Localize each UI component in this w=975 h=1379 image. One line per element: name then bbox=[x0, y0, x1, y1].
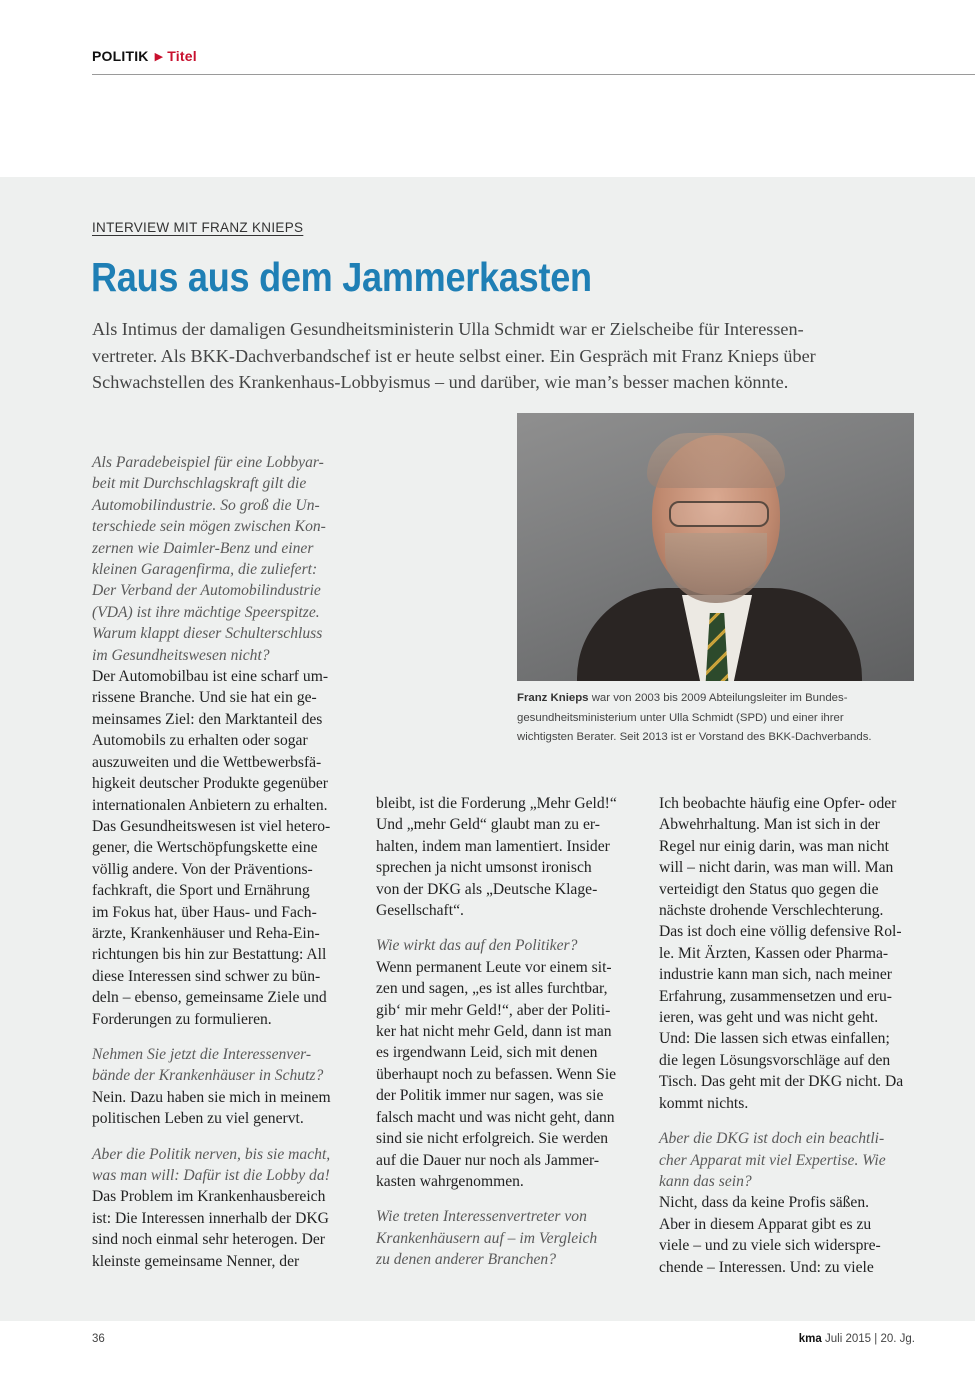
answer-line: Das Problem im Krankenhausbereich bbox=[92, 1188, 326, 1206]
question-line: zernen wie Daimler-Benz und einer bbox=[92, 539, 314, 557]
question-line: Krankenhäusern auf – im Vergleich bbox=[376, 1229, 598, 1247]
answer-line: meinsames Ziel: den Marktanteil des bbox=[92, 710, 323, 728]
question-line: (VDA) ist ihre mächtige Speerspitze. bbox=[92, 603, 320, 621]
section-arrow-icon: ▶ bbox=[154, 51, 164, 63]
question-line: beit mit Durchschlagskraft gilt die bbox=[92, 475, 307, 493]
question-line: Der Verband der Automobilindustrie bbox=[92, 582, 321, 600]
caption-line: gesundheitsministerium unter Ulla Schmidt (SPD) und einer ihrer bbox=[517, 711, 844, 724]
question-line: Aber die DKG ist doch ein beachtli- bbox=[659, 1130, 885, 1148]
caption-name: Franz Knieps bbox=[517, 692, 589, 704]
article-lead bbox=[92, 316, 892, 396]
text-column-3 bbox=[659, 793, 915, 1278]
question-line: Warum klappt dieser Schulterschluss bbox=[92, 625, 323, 643]
answer-line: Forderungen zu formulieren. bbox=[92, 1010, 272, 1028]
lead-line: vertreter. Als BKK-Dachverbandschef ist er heute selbst einer. Ein Gespräch mit Franz Knieps über bbox=[92, 345, 816, 366]
question-line: terschiede sein mögen zwischen Kon- bbox=[92, 518, 326, 536]
question-line: kann das sein? bbox=[659, 1172, 752, 1190]
section-label: POLITIK bbox=[92, 48, 149, 64]
question-line: was man will: Dafür ist die Lobby da! bbox=[92, 1167, 330, 1184]
answer-line: Und „mehr Geld“ glaubt man zu er- bbox=[376, 816, 600, 834]
photo-caption bbox=[517, 689, 917, 748]
answer-line: Aber in diesem Apparat gibt es zu bbox=[659, 1215, 872, 1233]
answer-line: kleinste gemeinsame Nenner, der bbox=[92, 1252, 300, 1270]
answer-line: sprechen ja nicht umsonst ironisch bbox=[376, 859, 592, 877]
question-line: im Gesundheitswesen nicht? bbox=[92, 646, 270, 664]
paragraph-gap bbox=[659, 1114, 915, 1128]
article-kicker: INTERVIEW MIT FRANZ KNIEPS bbox=[92, 220, 304, 235]
answer-line: völlig andere. Von der Präventions- bbox=[92, 860, 313, 878]
answer-line: bleibt, ist die Forderung „Mehr Geld!“ bbox=[376, 795, 617, 812]
answer-line: gib‘ mir mehr Geld!“, aber der Politi- bbox=[376, 1001, 611, 1019]
answer-line: verteidigt den Status quo gegen die bbox=[659, 880, 879, 898]
photo-glasses bbox=[669, 501, 769, 527]
answer-line: Ich beobachte häufig eine Opfer- oder bbox=[659, 795, 897, 812]
answer-line: kasten wahrgenommen. bbox=[376, 1172, 524, 1190]
question-line: Aber die Politik nerven, bis sie macht, bbox=[92, 1145, 331, 1163]
answer-line: auf die Dauer nur noch als Jammer- bbox=[376, 1151, 600, 1169]
answer-line: Gesellschaft“. bbox=[376, 902, 464, 920]
page-number: 36 bbox=[92, 1333, 105, 1345]
paragraph-gap bbox=[376, 1192, 632, 1206]
caption-text: war von 2003 bis 2009 Abteilungsleiter im Bundes- bbox=[588, 692, 848, 704]
answer-line: richtungen bis hin zur Bestattung: All bbox=[92, 946, 327, 964]
answer-line: im Fokus hat, über Haus- und Fach- bbox=[92, 903, 317, 921]
answer-line: rissene Branche. Und sie hat ein ge- bbox=[92, 689, 317, 707]
answer-line: Erfahrung, zusammensetzen und eru- bbox=[659, 987, 892, 1005]
answer-line: überhaupt noch zu befassen. Wenn Sie bbox=[376, 1065, 617, 1083]
answer-line: von der DKG als „Deutsche Klage- bbox=[376, 880, 598, 898]
answer-line: Das Gesundheitswesen ist viel hetero- bbox=[92, 817, 331, 835]
answer-line: sind noch einmal sehr heterogen. Der bbox=[92, 1231, 325, 1249]
text-column-1 bbox=[92, 452, 350, 1272]
answer-line: ärzte, Krankenhäuser und Reha-Ein- bbox=[92, 924, 320, 942]
answer-line: deln – ebenso, gemeinsame Ziele und bbox=[92, 989, 327, 1007]
question-line: bände der Krankenhäuser in Schutz? bbox=[92, 1067, 324, 1085]
answer-line: falsch macht und was nicht geht, dann bbox=[376, 1108, 615, 1126]
paragraph-gap bbox=[92, 1130, 350, 1144]
volume-label: 20. Jg. bbox=[880, 1333, 915, 1345]
section-header bbox=[92, 48, 975, 75]
answer-line: Das ist doch eine völlig defensive Rol- bbox=[659, 923, 902, 941]
answer-line: kommt nichts. bbox=[659, 1094, 749, 1112]
answer-line: sind sie nicht erfolgreich. Sie werden bbox=[376, 1130, 609, 1148]
answer-line: Regel nur einig darin, was man nicht bbox=[659, 837, 889, 855]
answer-line: Wenn permanent Leute vor einem sit- bbox=[376, 958, 612, 976]
answer-line: auszuweiten und die Wettbewerbsfä- bbox=[92, 753, 322, 771]
lead-line: Als Intimus der damaligen Gesundheitsministerin Ulla Schmidt war er Zielscheibe für Interessen- bbox=[92, 319, 804, 339]
text-column-2 bbox=[376, 793, 632, 1271]
answer-line: die legen Lösungsvorschläge auf den bbox=[659, 1051, 891, 1069]
question-line: kleinen Garagenfirma, die zuliefert: bbox=[92, 561, 318, 579]
answer-line: gener, die Wertschöpfungskette eine bbox=[92, 839, 318, 857]
paragraph-gap bbox=[92, 1030, 350, 1044]
question-line: cher Apparat mit viel Expertise. Wie bbox=[659, 1151, 886, 1169]
answer-line: ker hat nicht mehr Geld, dann ist man bbox=[376, 1023, 612, 1041]
issue-label: Juli 2015 bbox=[825, 1333, 872, 1345]
question-line: Automobilindustrie. So groß die Un- bbox=[92, 496, 320, 514]
answer-line: Der Automobilbau ist eine scharf um- bbox=[92, 668, 329, 686]
answer-line: fachkraft, die Sport und Ernährung bbox=[92, 882, 310, 900]
question-line: Wie wirkt das auf den Politiker? bbox=[376, 937, 578, 955]
answer-line: es irgendwann Leid, sich mit denen bbox=[376, 1044, 598, 1062]
answer-line: industrie kann man sich, nach meiner bbox=[659, 966, 892, 984]
question-line: Als Paradebeispiel für eine Lobbyar- bbox=[92, 454, 324, 471]
caption-line: wichtigsten Berater. Seit 2013 ist er Vorstand des BKK-Dachverbands. bbox=[517, 731, 872, 743]
answer-line: Und: Die lassen sich etwas einfallen; bbox=[659, 1030, 890, 1048]
answer-line: diese Interessen sind schwer zu bün- bbox=[92, 967, 321, 985]
answer-line: higkeit deutscher Produkte gegenüber bbox=[92, 775, 329, 793]
answer-line: nächste drohende Verschlechterung. bbox=[659, 902, 884, 920]
question-line: zu denen anderer Branchen? bbox=[376, 1251, 557, 1269]
answer-line: politischen Leben zu viel genervt. bbox=[92, 1110, 304, 1128]
lead-line: Schwachstellen des Krankenhaus-Lobbyismus – und darüber, wie man’s besser machen könnte. bbox=[92, 372, 789, 392]
answer-line: will – nicht darin, was man will. Man bbox=[659, 859, 894, 877]
article-headline: Raus aus dem Jammerkasten bbox=[91, 254, 592, 300]
caption-line bbox=[517, 689, 917, 709]
answer-line: Abwehrhaltung. Man ist sich in der bbox=[659, 816, 880, 834]
answer-line: Nicht, dass da keine Profis säßen. bbox=[659, 1194, 870, 1212]
footer-imprint bbox=[799, 1333, 915, 1345]
photo-hair bbox=[647, 433, 785, 488]
answer-line: viele – und zu viele sich widerspre- bbox=[659, 1237, 881, 1255]
portrait-photo bbox=[517, 413, 914, 681]
footer-separator: | bbox=[874, 1333, 878, 1345]
question-line: Wie treten Interessenvertreter von bbox=[376, 1208, 587, 1226]
magazine-name: kma bbox=[798, 1333, 822, 1345]
answer-line: halten, indem man lamentiert. Insider bbox=[376, 837, 610, 855]
answer-line: internationalen Anbietern zu erhalten. bbox=[92, 796, 328, 814]
answer-line: der Politik immer nur sagen, was sie bbox=[376, 1087, 604, 1105]
answer-line: ist: Die Interessen innerhalb der DKG bbox=[92, 1209, 329, 1227]
answer-line: Automobils zu erhalten oder sogar bbox=[92, 732, 308, 750]
answer-line: le. Mit Ärzten, Kassen oder Pharma- bbox=[659, 944, 889, 962]
answer-line: chende – Interessen. Und: zu viele bbox=[659, 1258, 874, 1276]
question-line: Nehmen Sie jetzt die Interessenver- bbox=[92, 1045, 312, 1063]
paragraph-gap bbox=[376, 921, 632, 935]
answer-line: zen und sagen, „es ist alles furchtbar, bbox=[376, 980, 608, 998]
subsection-label: Titel bbox=[167, 48, 197, 64]
answer-line: ieren, was geht und was nicht geht. bbox=[659, 1009, 879, 1027]
answer-line: Nein. Dazu haben sie mich in meinem bbox=[92, 1088, 331, 1106]
answer-line: Tisch. Das geht mit der DKG nicht. Da bbox=[659, 1073, 904, 1091]
